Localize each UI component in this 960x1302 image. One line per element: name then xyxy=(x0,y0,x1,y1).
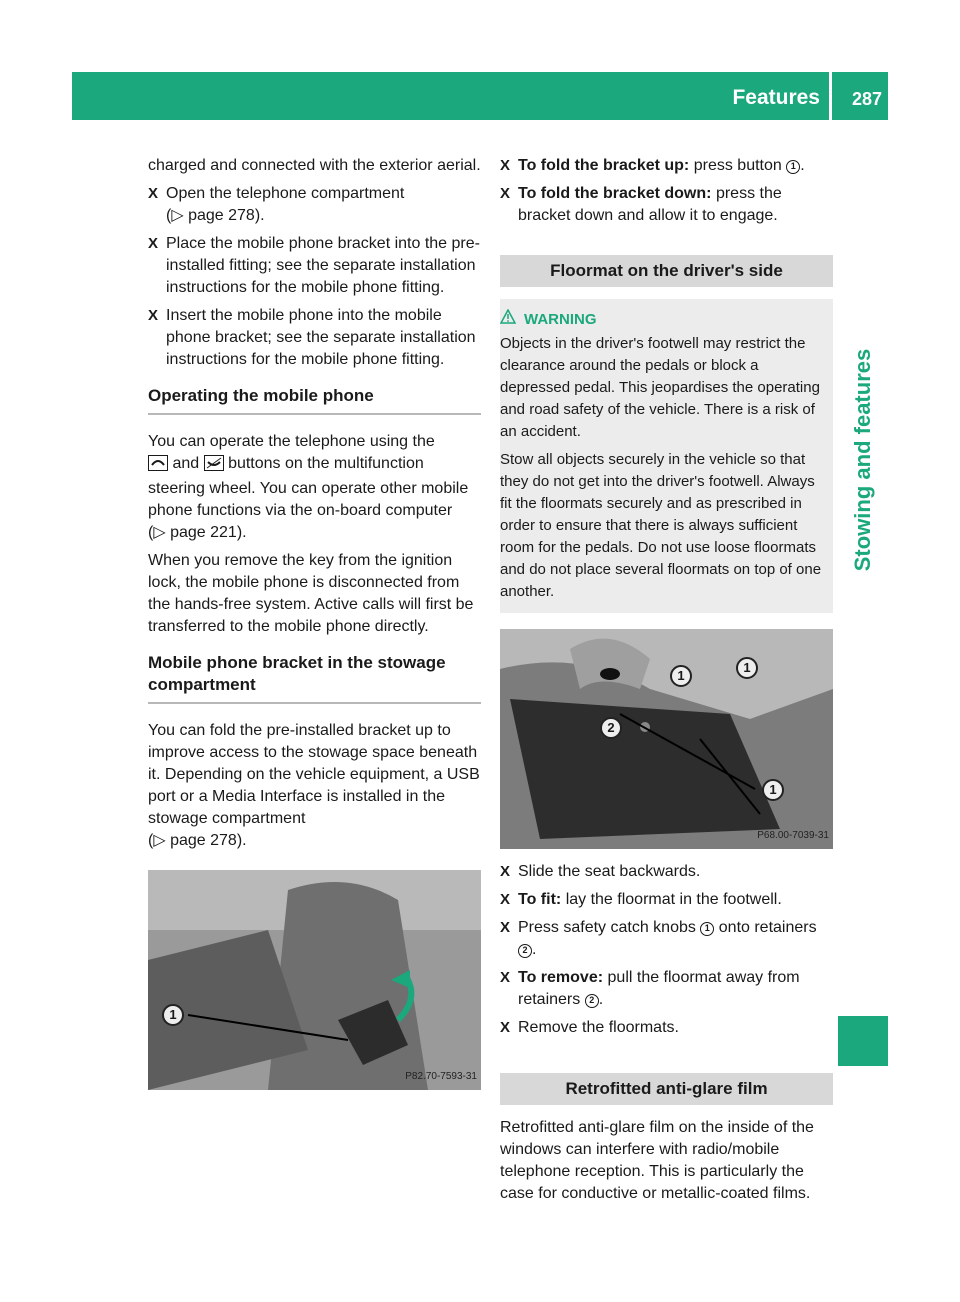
side-tab-label: Stowing and features xyxy=(850,348,875,572)
heading-bracket: Mobile phone bracket in the stowage compartment xyxy=(148,652,481,704)
callout-1: 1 xyxy=(762,779,784,801)
operating-paragraph: You can operate the telephone using the and buttons on the multifunction steering wheel. You can operate other mobile phone functions via the on-board computer (▷ page 221). xyxy=(148,433,469,541)
step-insert-phone: X Insert the mobile phone into the mobile phone bracket; see the separate installation instructions for the mobile phone fitting. xyxy=(148,307,476,368)
figure-code: P82.70-7593-31 xyxy=(405,1071,477,1082)
phone-end-icon xyxy=(204,455,224,478)
side-tab-marker xyxy=(838,1016,888,1066)
page-reference[interactable]: (▷ page 221). xyxy=(148,524,247,541)
step-remove: X To remove: pull the floormat away from retainers 2 . xyxy=(500,969,800,1008)
left-column xyxy=(148,155,481,1102)
step-fit: X To fit: lay the floormat in the footwell. xyxy=(500,889,833,911)
warning-heading: WARNING xyxy=(500,309,827,331)
callout-2-inline: 2 xyxy=(585,994,599,1008)
figure-code: P68.00-7039-31 xyxy=(757,830,829,841)
ignition-paragraph: When you remove the key from the ignition lock, the mobile phone is disconnected from the hands-free system. Active calls will first be transferred to the mobile phone directly. xyxy=(148,552,474,635)
step-marker: X xyxy=(148,307,159,324)
bracket-photo xyxy=(148,870,481,1090)
header-bar xyxy=(72,72,888,120)
warning-triangle-icon xyxy=(500,309,516,331)
step-place-bracket: X Place the mobile phone bracket into the pre-installed fitting; see the separate installation instructions for the mobile phone fitting. xyxy=(148,235,480,296)
warning-text-1: Objects in the driver's footwell may restrict the clearance around the pedals or block a depressed pedal. This jeopardises the operating and road safety of the vehicle. There is a risk of an accident. xyxy=(500,335,820,440)
callout-1: 1 xyxy=(162,1004,184,1026)
step-open-compartment: X Open the telephone compartment (▷ page 278). xyxy=(148,185,405,224)
page-number: 287 xyxy=(851,89,882,109)
callout-1: 1 xyxy=(736,657,758,679)
callout-1: 1 xyxy=(670,665,692,687)
step-marker: X xyxy=(148,235,159,252)
warning-box xyxy=(500,299,833,613)
step-marker: X xyxy=(500,185,511,202)
page-reference[interactable]: (▷ page 278). xyxy=(148,832,247,849)
side-tab xyxy=(838,330,888,590)
step-fold-up: X To fold the bracket up: press button 1 . xyxy=(500,155,833,177)
phone-accept-icon xyxy=(148,455,168,478)
heading-operating: Operating the mobile phone xyxy=(148,385,481,415)
callout-1-inline: 1 xyxy=(700,922,714,936)
step-slide-seat: X Slide the seat backwards. xyxy=(500,861,833,883)
page-reference[interactable]: (▷ page 278). xyxy=(166,207,265,224)
step-remove-floormats: X Remove the floormats. xyxy=(500,1017,833,1039)
callout-2: 2 xyxy=(600,717,622,739)
warning-text-2: Stow all objects securely in the vehicle so that they do not get into the driver's footwell. Always fit the floormats securely and as prescribed in order to ensure that there is always sufficient room for the pedals. Do not use loose floormats and do not place several floormats on top of one another. xyxy=(500,451,822,600)
bracket-paragraph: You can fold the pre-installed bracket up to improve access to the stowage space beneath it. Depending on the vehicle equipment, a USB port or a Media Interface is installed in the stowage compartment (▷ page 278). xyxy=(148,722,480,849)
step-marker: X xyxy=(148,185,159,202)
step-marker: X xyxy=(500,891,511,908)
callout-2-inline: 2 xyxy=(518,944,532,958)
heading-antiglare: Retrofitted anti-glare film xyxy=(500,1073,833,1105)
antiglare-paragraph: Retrofitted anti-glare film on the inside of the windows can interfere with radio/mobile telephone reception. This is particularly the case for conductive or metallic-coated films. xyxy=(500,1119,814,1202)
callout-1-inline: 1 xyxy=(786,160,800,174)
step-press-knobs: X Press safety catch knobs 1 onto retainers 2 . xyxy=(500,919,817,958)
header-divider xyxy=(829,72,832,120)
section-title: Features xyxy=(732,86,820,109)
step-marker: X xyxy=(500,969,511,986)
intro-text: charged and connected with the exterior aerial. xyxy=(148,157,481,174)
step-marker: X xyxy=(500,157,511,174)
step-marker: X xyxy=(500,1019,511,1036)
right-column xyxy=(500,155,833,1211)
step-marker: X xyxy=(500,919,511,936)
step-marker: X xyxy=(500,863,511,880)
floormat-photo xyxy=(500,629,833,849)
step-fold-down: X To fold the bracket down: press the bracket down and allow it to engage. xyxy=(500,185,782,224)
heading-floormat: Floormat on the driver's side xyxy=(500,255,833,287)
